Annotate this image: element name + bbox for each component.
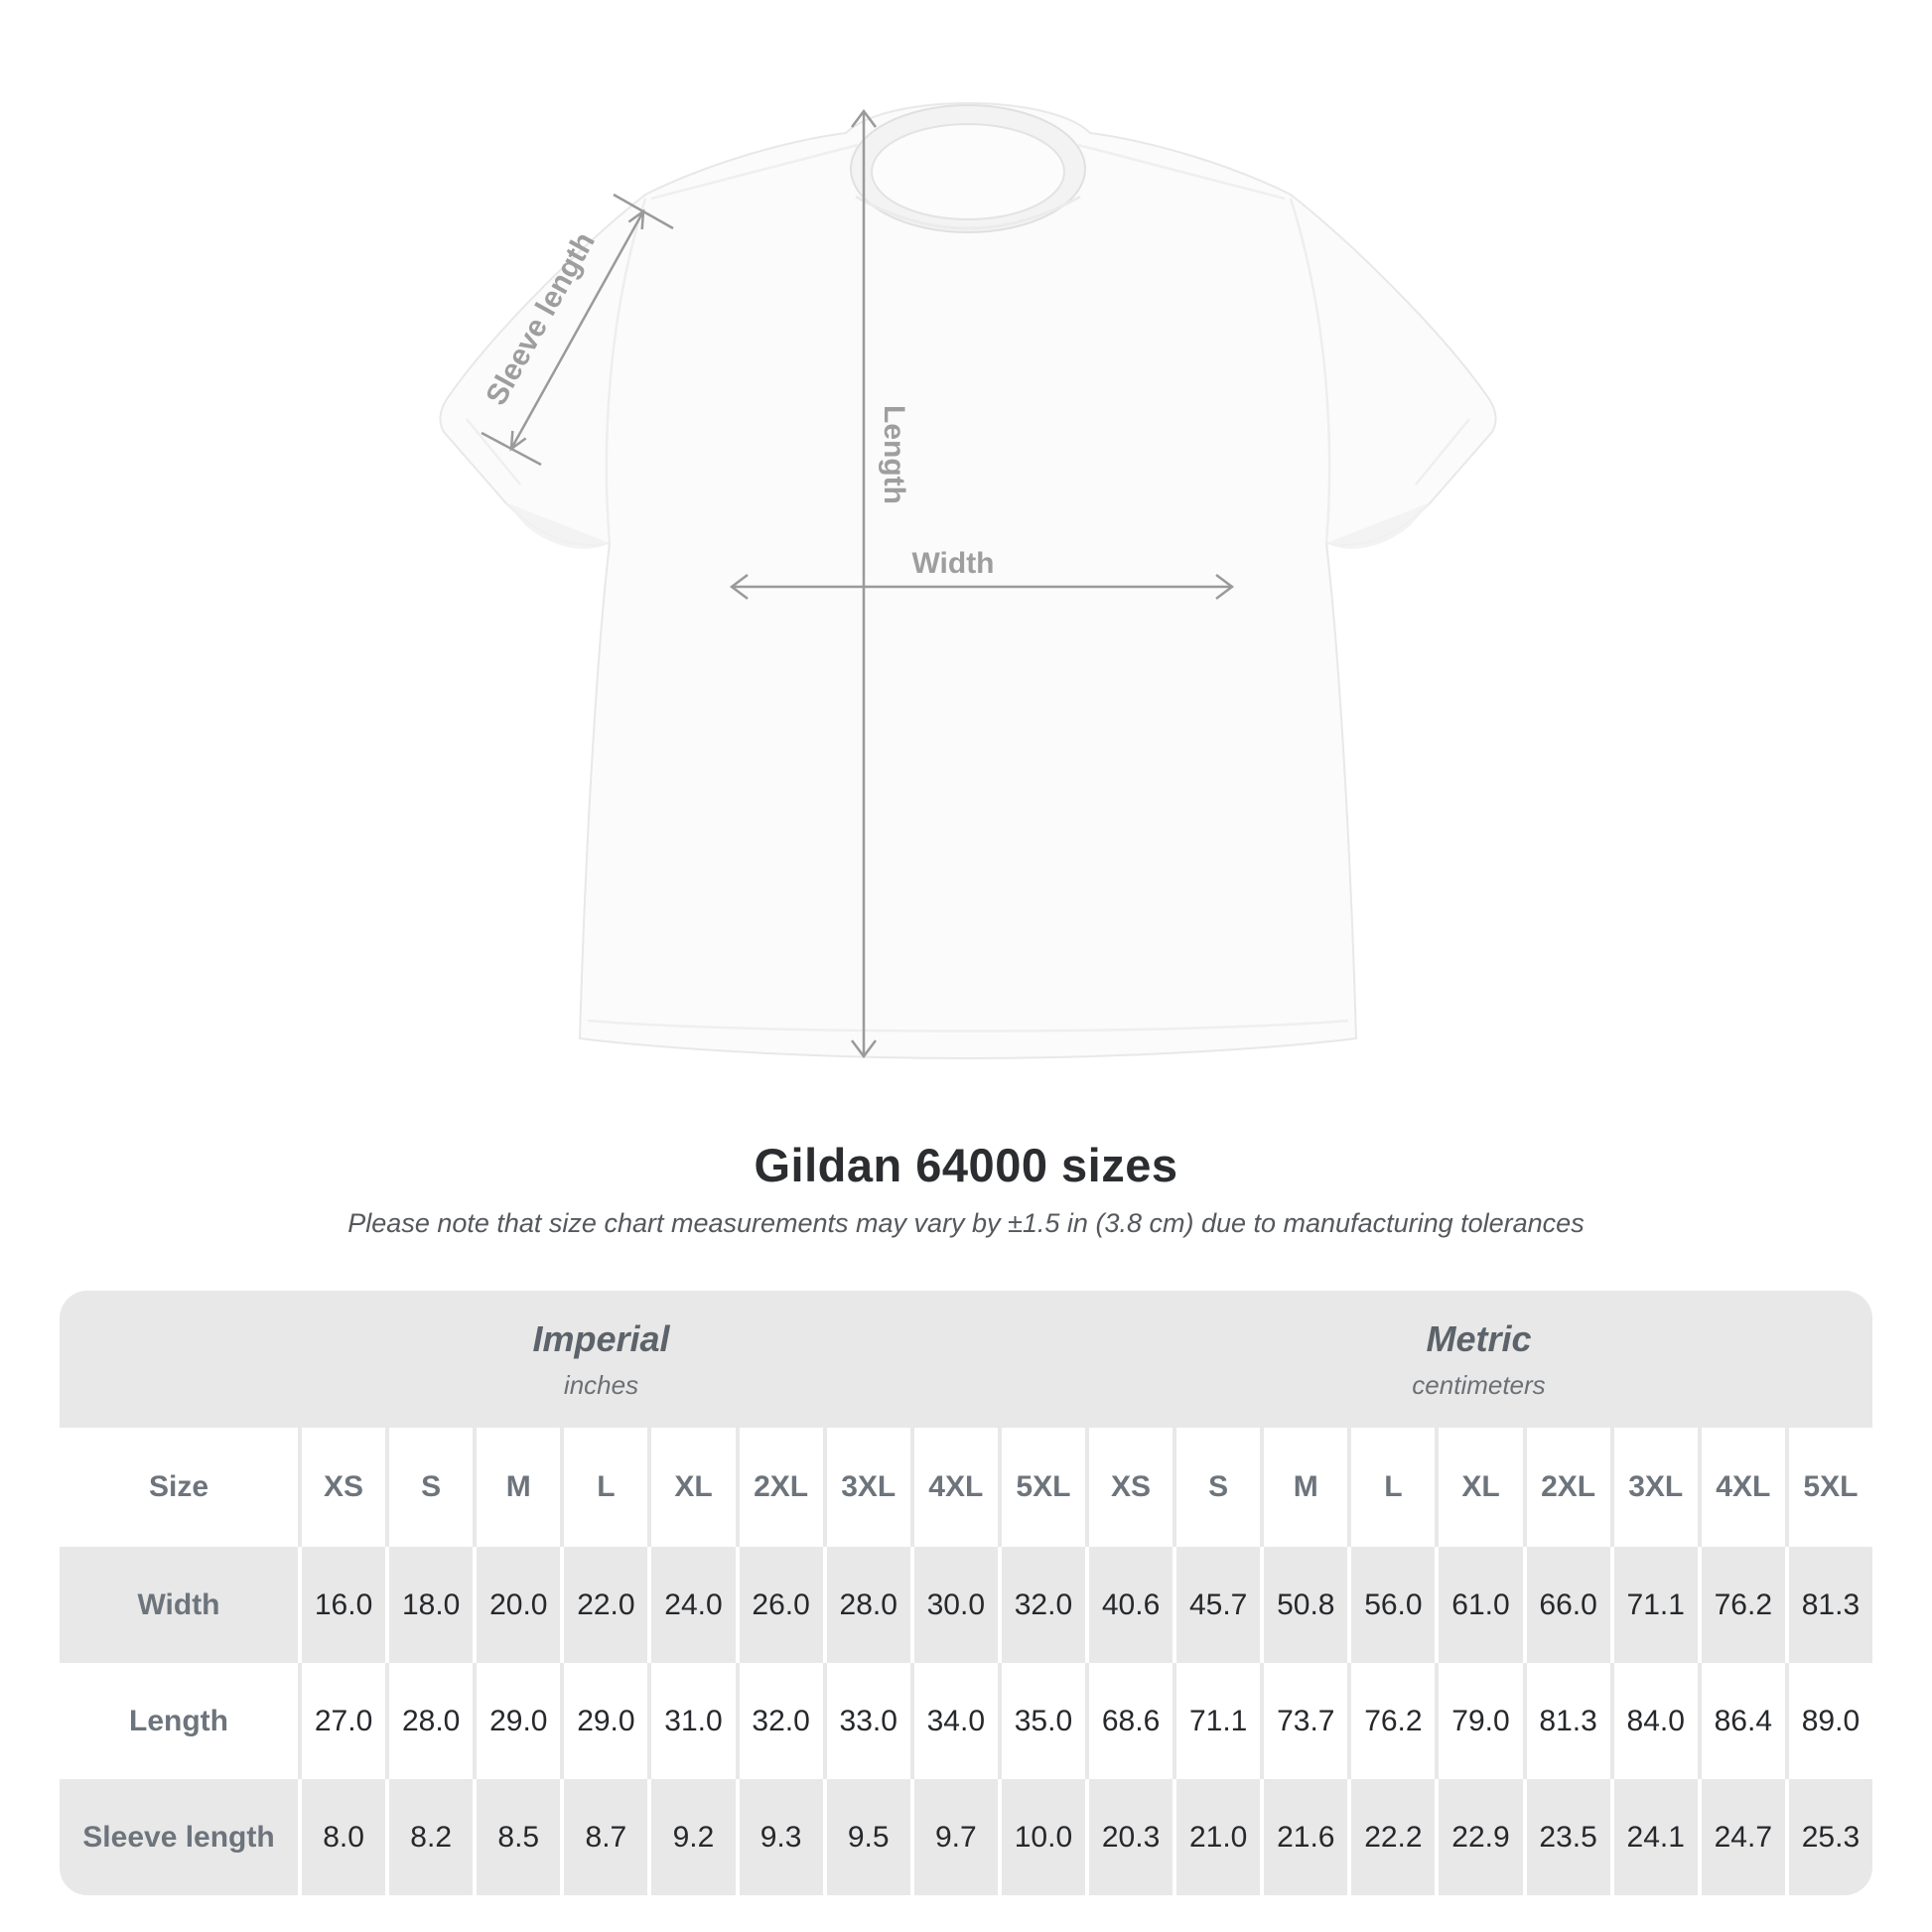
metric-unit: centimeters xyxy=(1412,1369,1546,1400)
width-imperial-2xl: 26.0 xyxy=(736,1547,823,1663)
length-imperial-l: 29.0 xyxy=(560,1663,647,1779)
sleeve-metric-s: 21.0 xyxy=(1173,1779,1260,1895)
imperial-title: Imperial xyxy=(532,1317,670,1359)
imperial-group-header xyxy=(60,1291,1085,1428)
unit-group-header-row xyxy=(60,1291,1872,1428)
width-metric-xs: 40.6 xyxy=(1085,1547,1173,1663)
size-header-metric-2xl: 2XL xyxy=(1523,1428,1610,1547)
size-table xyxy=(60,1291,1872,1895)
size-header-metric-5xl: 5XL xyxy=(1785,1428,1872,1547)
tolerance-note: Please note that size chart measurements may vary by ±1.5 in (3.8 cm) due to manufacturing tolerances xyxy=(347,1208,1585,1238)
size-header-imperial-3xl: 3XL xyxy=(823,1428,910,1547)
size-header-metric-4xl: 4XL xyxy=(1698,1428,1785,1547)
sleeve-metric-xl: 22.9 xyxy=(1435,1779,1522,1895)
imperial-unit: inches xyxy=(563,1369,639,1400)
width-imperial-4xl: 30.0 xyxy=(910,1547,998,1663)
size-header-imperial-xs: XS xyxy=(298,1428,385,1547)
size-header-metric-xl: XL xyxy=(1435,1428,1522,1547)
length-metric-5xl: 89.0 xyxy=(1785,1663,1872,1779)
length-imperial-3xl: 33.0 xyxy=(823,1663,910,1779)
width-metric-3xl: 71.1 xyxy=(1610,1547,1698,1663)
size-header-metric-m: M xyxy=(1260,1428,1347,1547)
sleeve-metric-5xl: 25.3 xyxy=(1785,1779,1872,1895)
size-header-imperial-5xl: 5XL xyxy=(998,1428,1085,1547)
size-header-imperial-2xl: 2XL xyxy=(736,1428,823,1547)
size-header-imperial-4xl: 4XL xyxy=(910,1428,998,1547)
sleeve-imperial-2xl: 9.3 xyxy=(736,1779,823,1895)
sleeve-metric-xs: 20.3 xyxy=(1085,1779,1173,1895)
length-imperial-s: 28.0 xyxy=(385,1663,473,1779)
size-header-imperial-m: M xyxy=(473,1428,560,1547)
size-header-imperial-xl: XL xyxy=(647,1428,735,1547)
size-header-metric-xs: XS xyxy=(1085,1428,1173,1547)
size-column-header: Size xyxy=(148,1470,209,1503)
heading-block xyxy=(0,1138,1932,1239)
length-metric-xl: 79.0 xyxy=(1435,1663,1522,1779)
length-imperial-5xl: 35.0 xyxy=(998,1663,1085,1779)
length-metric-xs: 68.6 xyxy=(1085,1663,1173,1779)
width-imperial-m: 20.0 xyxy=(473,1547,560,1663)
width-metric-4xl: 76.2 xyxy=(1698,1547,1785,1663)
width-metric-l: 56.0 xyxy=(1347,1547,1435,1663)
sleeve-imperial-4xl: 9.7 xyxy=(910,1779,998,1895)
metric-group-header xyxy=(1085,1291,1872,1428)
sleeve-imperial-l: 8.7 xyxy=(560,1779,647,1895)
width-imperial-l: 22.0 xyxy=(560,1547,647,1663)
length-metric-3xl: 84.0 xyxy=(1610,1663,1698,1779)
table-row-width xyxy=(60,1547,1872,1663)
width-imperial-5xl: 32.0 xyxy=(998,1547,1085,1663)
width-imperial-xs: 16.0 xyxy=(298,1547,385,1663)
sleeve-metric-2xl: 23.5 xyxy=(1523,1779,1610,1895)
length-imperial-xl: 31.0 xyxy=(647,1663,735,1779)
table-row-sleeve-length xyxy=(60,1779,1872,1895)
row-label-sleeve-length: Sleeve length xyxy=(82,1820,275,1854)
size-header-imperial-s: S xyxy=(385,1428,473,1547)
sleeve-imperial-m: 8.5 xyxy=(473,1779,560,1895)
width-metric-2xl: 66.0 xyxy=(1523,1547,1610,1663)
row-label-width: Width xyxy=(137,1587,220,1621)
width-imperial-xl: 24.0 xyxy=(647,1547,735,1663)
length-imperial-m: 29.0 xyxy=(473,1663,560,1779)
sleeve-metric-l: 22.2 xyxy=(1347,1779,1435,1895)
page-title: Gildan 64000 sizes xyxy=(754,1139,1178,1191)
length-label: Length xyxy=(878,405,911,504)
length-metric-4xl: 86.4 xyxy=(1698,1663,1785,1779)
size-header-imperial-l: L xyxy=(560,1428,647,1547)
row-label-length: Length xyxy=(129,1704,228,1737)
sleeve-imperial-xs: 8.0 xyxy=(298,1779,385,1895)
size-header-metric-3xl: 3XL xyxy=(1610,1428,1698,1547)
size-header-metric-l: L xyxy=(1347,1428,1435,1547)
width-metric-5xl: 81.3 xyxy=(1785,1547,1872,1663)
width-label: Width xyxy=(911,547,995,580)
length-imperial-xs: 27.0 xyxy=(298,1663,385,1779)
size-header-row xyxy=(60,1428,1872,1547)
sleeve-imperial-5xl: 10.0 xyxy=(998,1779,1085,1895)
length-metric-m: 73.7 xyxy=(1260,1663,1347,1779)
width-metric-m: 50.8 xyxy=(1260,1547,1347,1663)
width-imperial-3xl: 28.0 xyxy=(823,1547,910,1663)
length-metric-2xl: 81.3 xyxy=(1523,1663,1610,1779)
table-row-length xyxy=(60,1663,1872,1779)
length-metric-l: 76.2 xyxy=(1347,1663,1435,1779)
length-metric-s: 71.1 xyxy=(1173,1663,1260,1779)
size-header-metric-s: S xyxy=(1173,1428,1260,1547)
sleeve-length-label: Sleeve length xyxy=(480,226,602,411)
sleeve-metric-4xl: 24.7 xyxy=(1698,1779,1785,1895)
sleeve-imperial-xl: 9.2 xyxy=(647,1779,735,1895)
length-imperial-2xl: 32.0 xyxy=(736,1663,823,1779)
width-imperial-s: 18.0 xyxy=(385,1547,473,1663)
sleeve-imperial-3xl: 9.5 xyxy=(823,1779,910,1895)
length-imperial-4xl: 34.0 xyxy=(910,1663,998,1779)
width-metric-s: 45.7 xyxy=(1173,1547,1260,1663)
sleeve-imperial-s: 8.2 xyxy=(385,1779,473,1895)
sleeve-metric-m: 21.6 xyxy=(1260,1779,1347,1895)
metric-title: Metric xyxy=(1426,1317,1532,1359)
width-metric-xl: 61.0 xyxy=(1435,1547,1522,1663)
sleeve-metric-3xl: 24.1 xyxy=(1610,1779,1698,1895)
collar-band xyxy=(872,124,1064,219)
